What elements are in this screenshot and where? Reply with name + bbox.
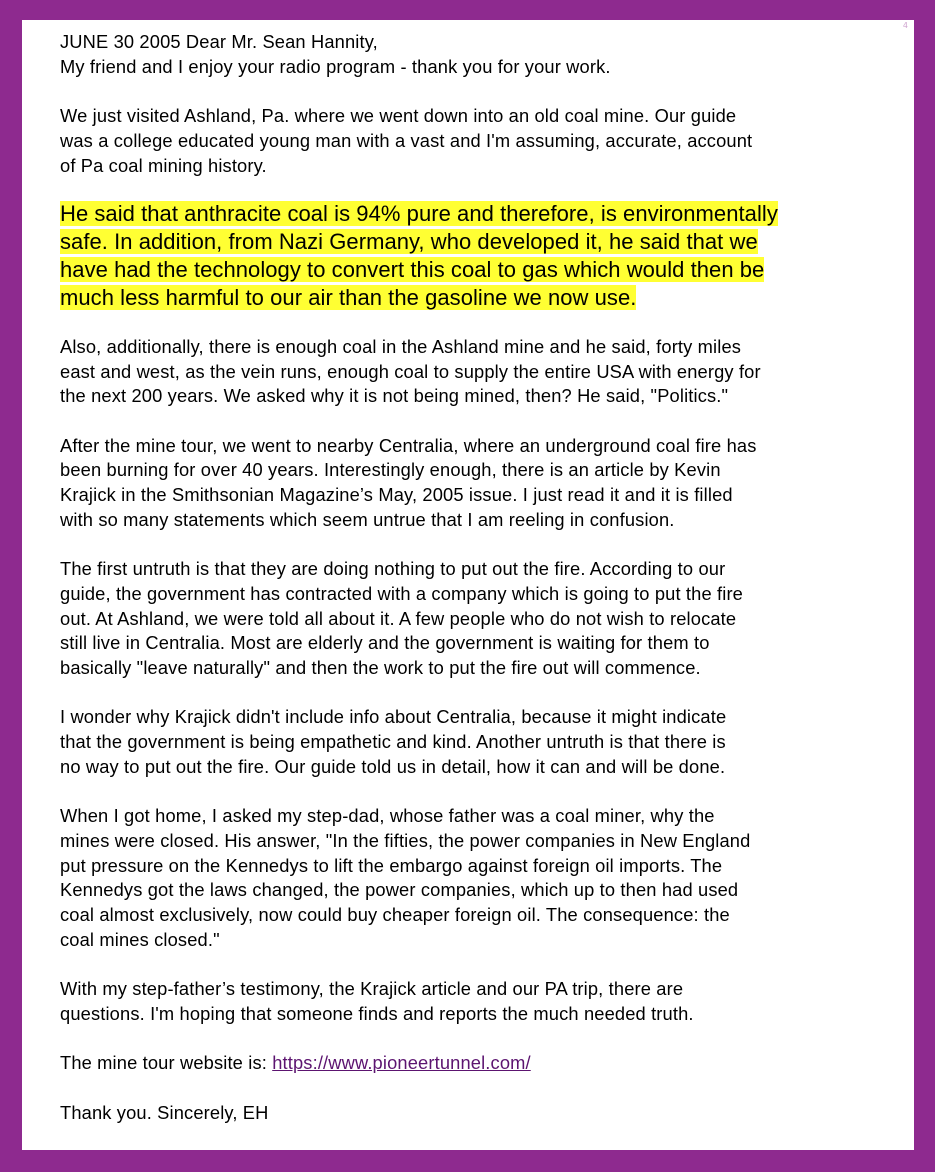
website-label: The mine tour website is: [60, 1052, 273, 1074]
website-link[interactable]: https://www.pioneertunnel.com/ [272, 1052, 531, 1074]
date-salutation: JUNE 30 2005 Dear Mr. Sean Hannity, [60, 31, 378, 52]
paragraph-supply [60, 335, 888, 409]
paragraph-line: questions. I'm hoping that someone finds and reports the much needed truth. [60, 1002, 694, 1024]
paragraph-line: I wonder why Krajick didn't include info about Centralia, because it might indicate [60, 706, 727, 728]
highlighted-paragraph [60, 200, 888, 312]
paragraph-website [60, 1051, 888, 1076]
paragraph-line: With my step-father’s testimony, the Krajick article and our PA trip, there are [60, 978, 684, 1000]
paragraph-line: east and west, as the vein runs, enough coal to supply the entire USA with energy for [60, 360, 761, 382]
paragraph-line: with so many statements which seem untrue that I am reeling in confusion. [60, 508, 675, 530]
paragraph-line: coal mines closed." [60, 928, 220, 950]
greeting-line: My friend and I enjoy your radio program - thank you for your work. [60, 55, 611, 77]
paragraph-stepdad [60, 804, 888, 952]
highlighted-line: He said that anthracite coal is 94% pure and therefore, is environmentally [60, 200, 778, 226]
paragraph-line: of Pa coal mining history. [60, 154, 267, 176]
highlighted-line: safe. In addition, from Nazi Germany, who developed it, he said that we [60, 228, 758, 254]
paragraph-wonder [60, 705, 888, 779]
paragraph-line: After the mine tour, we went to nearby Centralia, where an underground coal fire has [60, 434, 757, 456]
paragraph-line: We just visited Ashland, Pa. where we went down into an old coal mine. Our guide [60, 105, 737, 127]
paragraph-line: put pressure on the Kennedys to lift the embargo against foreign oil imports. The [60, 854, 723, 876]
paragraph-line: no way to put out the fire. Our guide told us in detail, how it can and will be done. [60, 755, 726, 777]
paragraph-line: Kennedys got the laws changed, the power companies, which up to then had used [60, 879, 739, 901]
letter-header [60, 30, 888, 79]
highlighted-line: much less harmful to our air than the gasoline we now use. [60, 284, 637, 310]
paragraph-line: basically "leave naturally" and then the work to put the fire out will commence. [60, 657, 701, 678]
paragraph-centralia [60, 434, 888, 533]
paragraph-line: Krajick in the Smithsonian Magazine’s May, 2005 issue. I just read it and it is filled [60, 484, 733, 506]
paragraph-line: been burning for over 40 years. Interestingly enough, there is an article by Kevin [60, 459, 721, 481]
paragraph-visit [60, 104, 888, 178]
paragraph-line: guide, the government has contracted with a company which is going to put the fire [60, 582, 744, 604]
paragraph-line: Also, additionally, there is enough coal in the Ashland mine and he said, forty miles [60, 335, 742, 357]
paragraph-untruth [60, 557, 888, 681]
paragraph-line: was a college educated young man with a vast and I'm assuming, accurate, account [60, 129, 753, 151]
paragraph-line: the next 200 years. We asked why it is not being mined, then? He said, "Politics." [60, 385, 729, 407]
paragraph-line: that the government is being empathetic and kind. Another untruth is that there is [60, 731, 726, 753]
paragraph-line: mines were closed. His answer, "In the fifties, the power companies in New England [60, 829, 751, 851]
paragraph-testimony [60, 977, 888, 1026]
highlighted-line: have had the technology to convert this coal to gas which would then be [60, 256, 765, 282]
paragraph-line: When I got home, I asked my step-dad, whose father was a coal miner, why the [60, 805, 715, 827]
closing-line: Thank you. Sincerely, EH [60, 1101, 269, 1123]
paragraph-line: coal almost exclusively, now could buy cheaper foreign oil. The consequence: the [60, 904, 730, 925]
paragraph-line: out. At Ashland, we were told all about it. A few people who do not wish to relocate [60, 607, 737, 629]
letter-page [22, 20, 914, 1150]
corner-mark: 4 [902, 21, 908, 30]
paragraph-line: still live in Centralia. Most are elderly and the government is waiting for them to [60, 632, 710, 654]
paragraph-line: The first untruth is that they are doing nothing to put out the fire. According to our [60, 558, 726, 580]
